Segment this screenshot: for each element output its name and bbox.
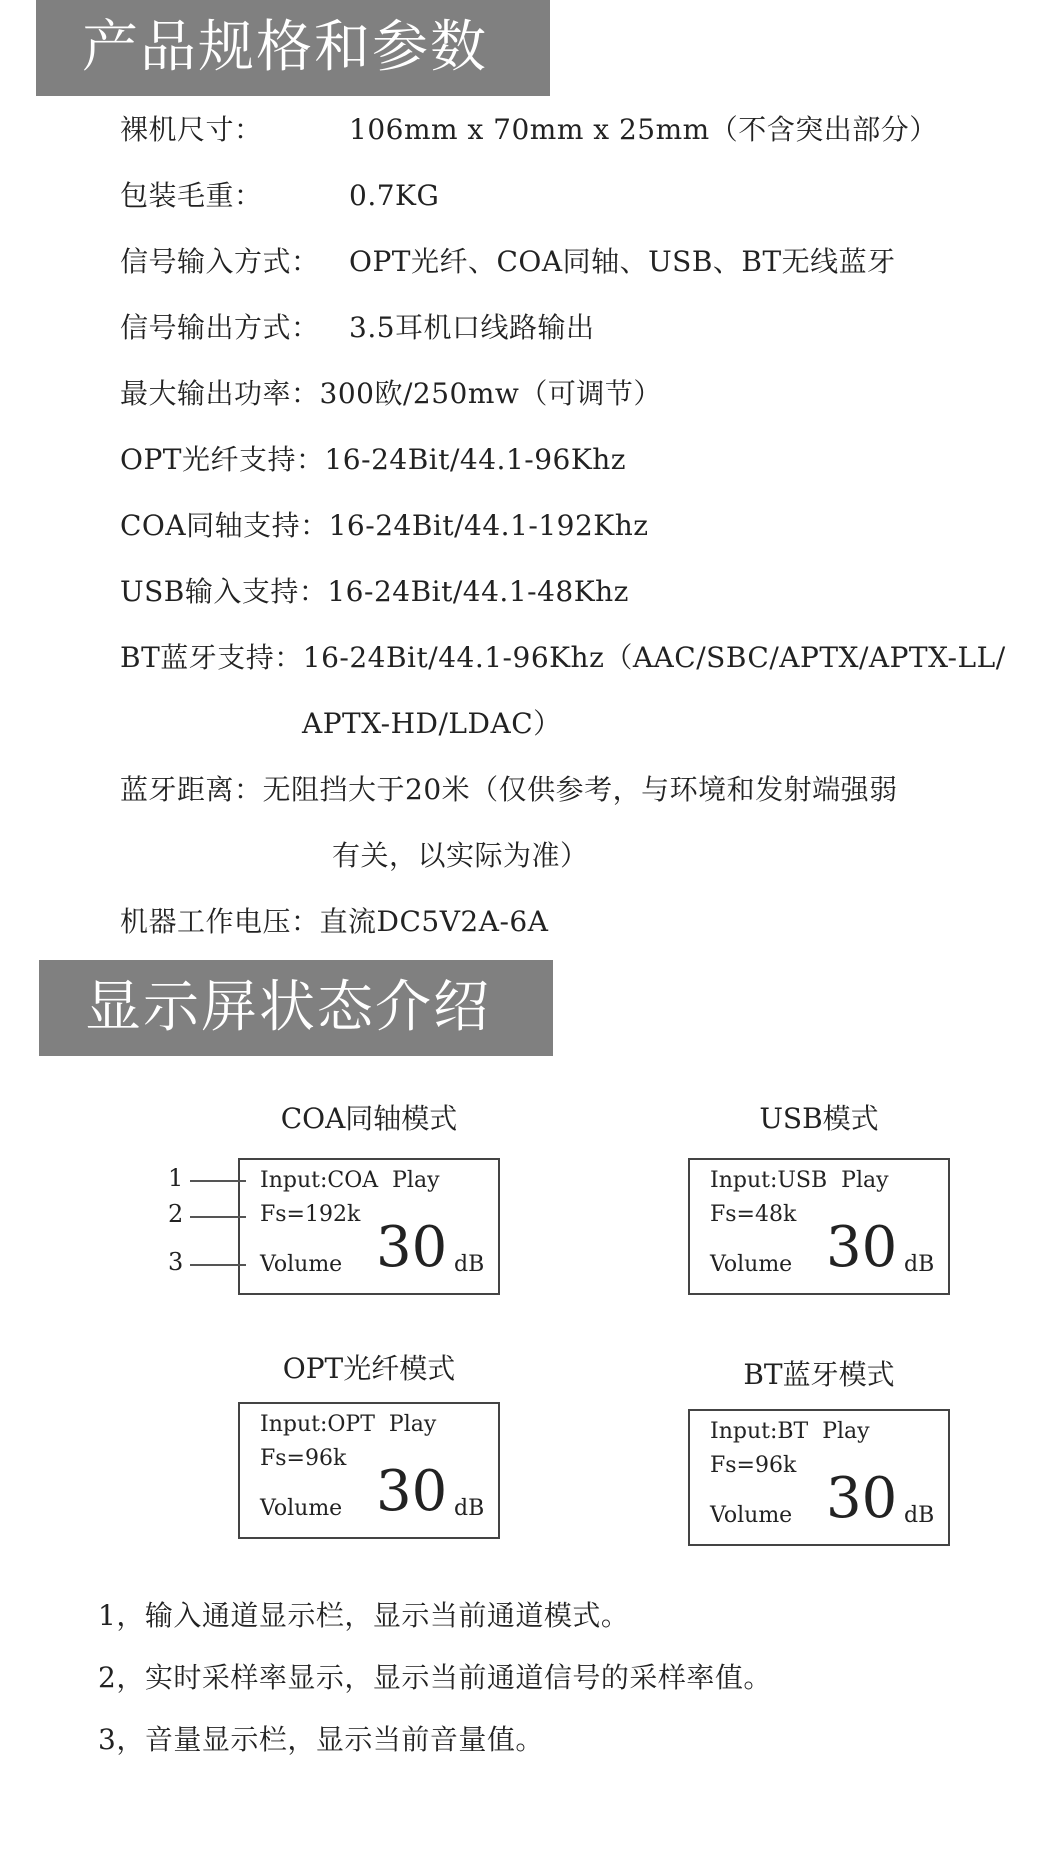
note-1: 1，输入通道显示栏，显示当前通道模式。 bbox=[98, 1599, 630, 1632]
lcd-play-status: Play bbox=[388, 1412, 437, 1437]
spec-label: USB输入支持： bbox=[120, 575, 328, 608]
lcd-volume-unit: dB bbox=[454, 1496, 485, 1521]
lcd-volume-value: 30 bbox=[826, 1215, 898, 1280]
spec-row-bt-distance bbox=[120, 770, 898, 810]
callout-line-3 bbox=[190, 1264, 246, 1266]
spec-value: 16-24Bit/44.1-48Khz bbox=[327, 575, 629, 608]
spec-value: 直流DC5V2A-6A bbox=[319, 905, 549, 938]
spec-row-voltage bbox=[120, 902, 548, 942]
spec-row-opt bbox=[120, 440, 626, 480]
lcd-volume-label: Volume bbox=[260, 1252, 343, 1277]
lcd-display-bt bbox=[688, 1409, 950, 1546]
lcd-volume-unit: dB bbox=[454, 1252, 485, 1277]
spec-label: 包装毛重： bbox=[120, 179, 263, 212]
lcd-input-line bbox=[710, 1419, 870, 1444]
spec-value: 3.5耳机口线路输出 bbox=[349, 311, 595, 344]
note-3: 3，音量显示栏，显示当前音量值。 bbox=[98, 1723, 544, 1756]
callout-1: 1 bbox=[168, 1164, 184, 1192]
spec-continuation: APTX-HD/LDAC） bbox=[302, 707, 562, 740]
spec-row-weight bbox=[120, 176, 440, 216]
spec-row-coa bbox=[120, 506, 649, 546]
spec-label: 最大输出功率： bbox=[120, 377, 320, 410]
spec-row-dimensions bbox=[120, 110, 938, 150]
callout-2: 2 bbox=[168, 1200, 184, 1228]
spec-row-usb bbox=[120, 572, 629, 612]
lcd-input-line bbox=[260, 1412, 436, 1437]
lcd-sample-rate: Fs=192k bbox=[260, 1202, 361, 1227]
lcd-display-usb bbox=[688, 1158, 950, 1295]
lcd-input: Input:BT bbox=[710, 1419, 809, 1444]
spec-label: OPT光纤支持： bbox=[120, 443, 325, 476]
spec-value: OPT光纤、COA同轴、USB、BT无线蓝牙 bbox=[349, 245, 896, 278]
spec-row-output bbox=[120, 308, 595, 348]
spec-label: 蓝牙距离： bbox=[120, 773, 263, 806]
lcd-play-status: Play bbox=[392, 1168, 440, 1193]
spec-label: 信号输入方式： bbox=[120, 245, 320, 278]
lcd-display-opt bbox=[238, 1402, 500, 1539]
lcd-volume-label: Volume bbox=[260, 1496, 343, 1521]
callout-3: 3 bbox=[168, 1248, 184, 1276]
spec-value: 300欧/250mw（可调节） bbox=[319, 377, 662, 410]
mode-title-opt: OPT光纤模式 bbox=[282, 1352, 456, 1385]
lcd-volume-label: Volume bbox=[710, 1252, 793, 1277]
lcd-input: Input:USB bbox=[710, 1168, 828, 1193]
spec-label: 信号输出方式： bbox=[120, 311, 320, 344]
lcd-input-line bbox=[710, 1168, 889, 1193]
lcd-sample-rate: Fs=96k bbox=[710, 1453, 797, 1478]
lcd-sample-rate: Fs=48k bbox=[710, 1202, 797, 1227]
lcd-play-status: Play bbox=[822, 1419, 870, 1444]
mode-title-bt: BT蓝牙模式 bbox=[743, 1358, 895, 1391]
lcd-sample-rate: Fs=96k bbox=[260, 1446, 347, 1471]
spec-value: 0.7KG bbox=[349, 179, 440, 212]
lcd-play-status: Play bbox=[841, 1168, 889, 1193]
spec-label: COA同轴支持： bbox=[120, 509, 329, 542]
lcd-input-line bbox=[260, 1168, 440, 1193]
lcd-volume-value: 30 bbox=[376, 1215, 448, 1280]
spec-row-power bbox=[120, 374, 662, 414]
lcd-input: Input:COA bbox=[260, 1168, 379, 1193]
spec-value: 106mm x 70mm x 25mm（不含突出部分） bbox=[349, 113, 938, 146]
mode-title-usb: USB模式 bbox=[759, 1102, 879, 1135]
lcd-display-coa bbox=[238, 1158, 500, 1295]
lcd-input: Input:OPT bbox=[260, 1412, 375, 1437]
mode-title-coa: COA同轴模式 bbox=[280, 1102, 458, 1135]
lcd-volume-unit: dB bbox=[904, 1252, 935, 1277]
spec-value: 无阻挡大于20米（仅供参考，与环境和发射端强弱 bbox=[262, 773, 898, 806]
lcd-volume-value: 30 bbox=[376, 1459, 448, 1524]
specs-section-header: 产品规格和参数 bbox=[36, 0, 550, 96]
spec-value: 16-24Bit/44.1-96Khz bbox=[324, 443, 627, 476]
lcd-volume-label: Volume bbox=[710, 1503, 793, 1528]
callout-line-2 bbox=[190, 1216, 246, 1218]
lcd-volume-value: 30 bbox=[826, 1466, 898, 1531]
spec-value: 16-24Bit/44.1-96Khz（AAC/SBC/APTX/APTX-LL/ bbox=[302, 641, 1006, 674]
spec-label: BT蓝牙支持： bbox=[120, 641, 303, 674]
note-2: 2，实时采样率显示，显示当前通道信号的采样率值。 bbox=[98, 1661, 772, 1694]
spec-value: 16-24Bit/44.1-192Khz bbox=[328, 509, 649, 542]
spec-row-input bbox=[120, 242, 896, 282]
display-section-header: 显示屏状态介绍 bbox=[39, 960, 553, 1056]
lcd-volume-unit: dB bbox=[904, 1503, 935, 1528]
spec-label: 机器工作电压： bbox=[120, 905, 320, 938]
spec-label: 裸机尺寸： bbox=[120, 113, 263, 146]
callout-line-1 bbox=[190, 1180, 246, 1182]
spec-continuation: 有关，以实际为准） bbox=[332, 839, 589, 872]
spec-row-bt bbox=[120, 638, 1006, 678]
